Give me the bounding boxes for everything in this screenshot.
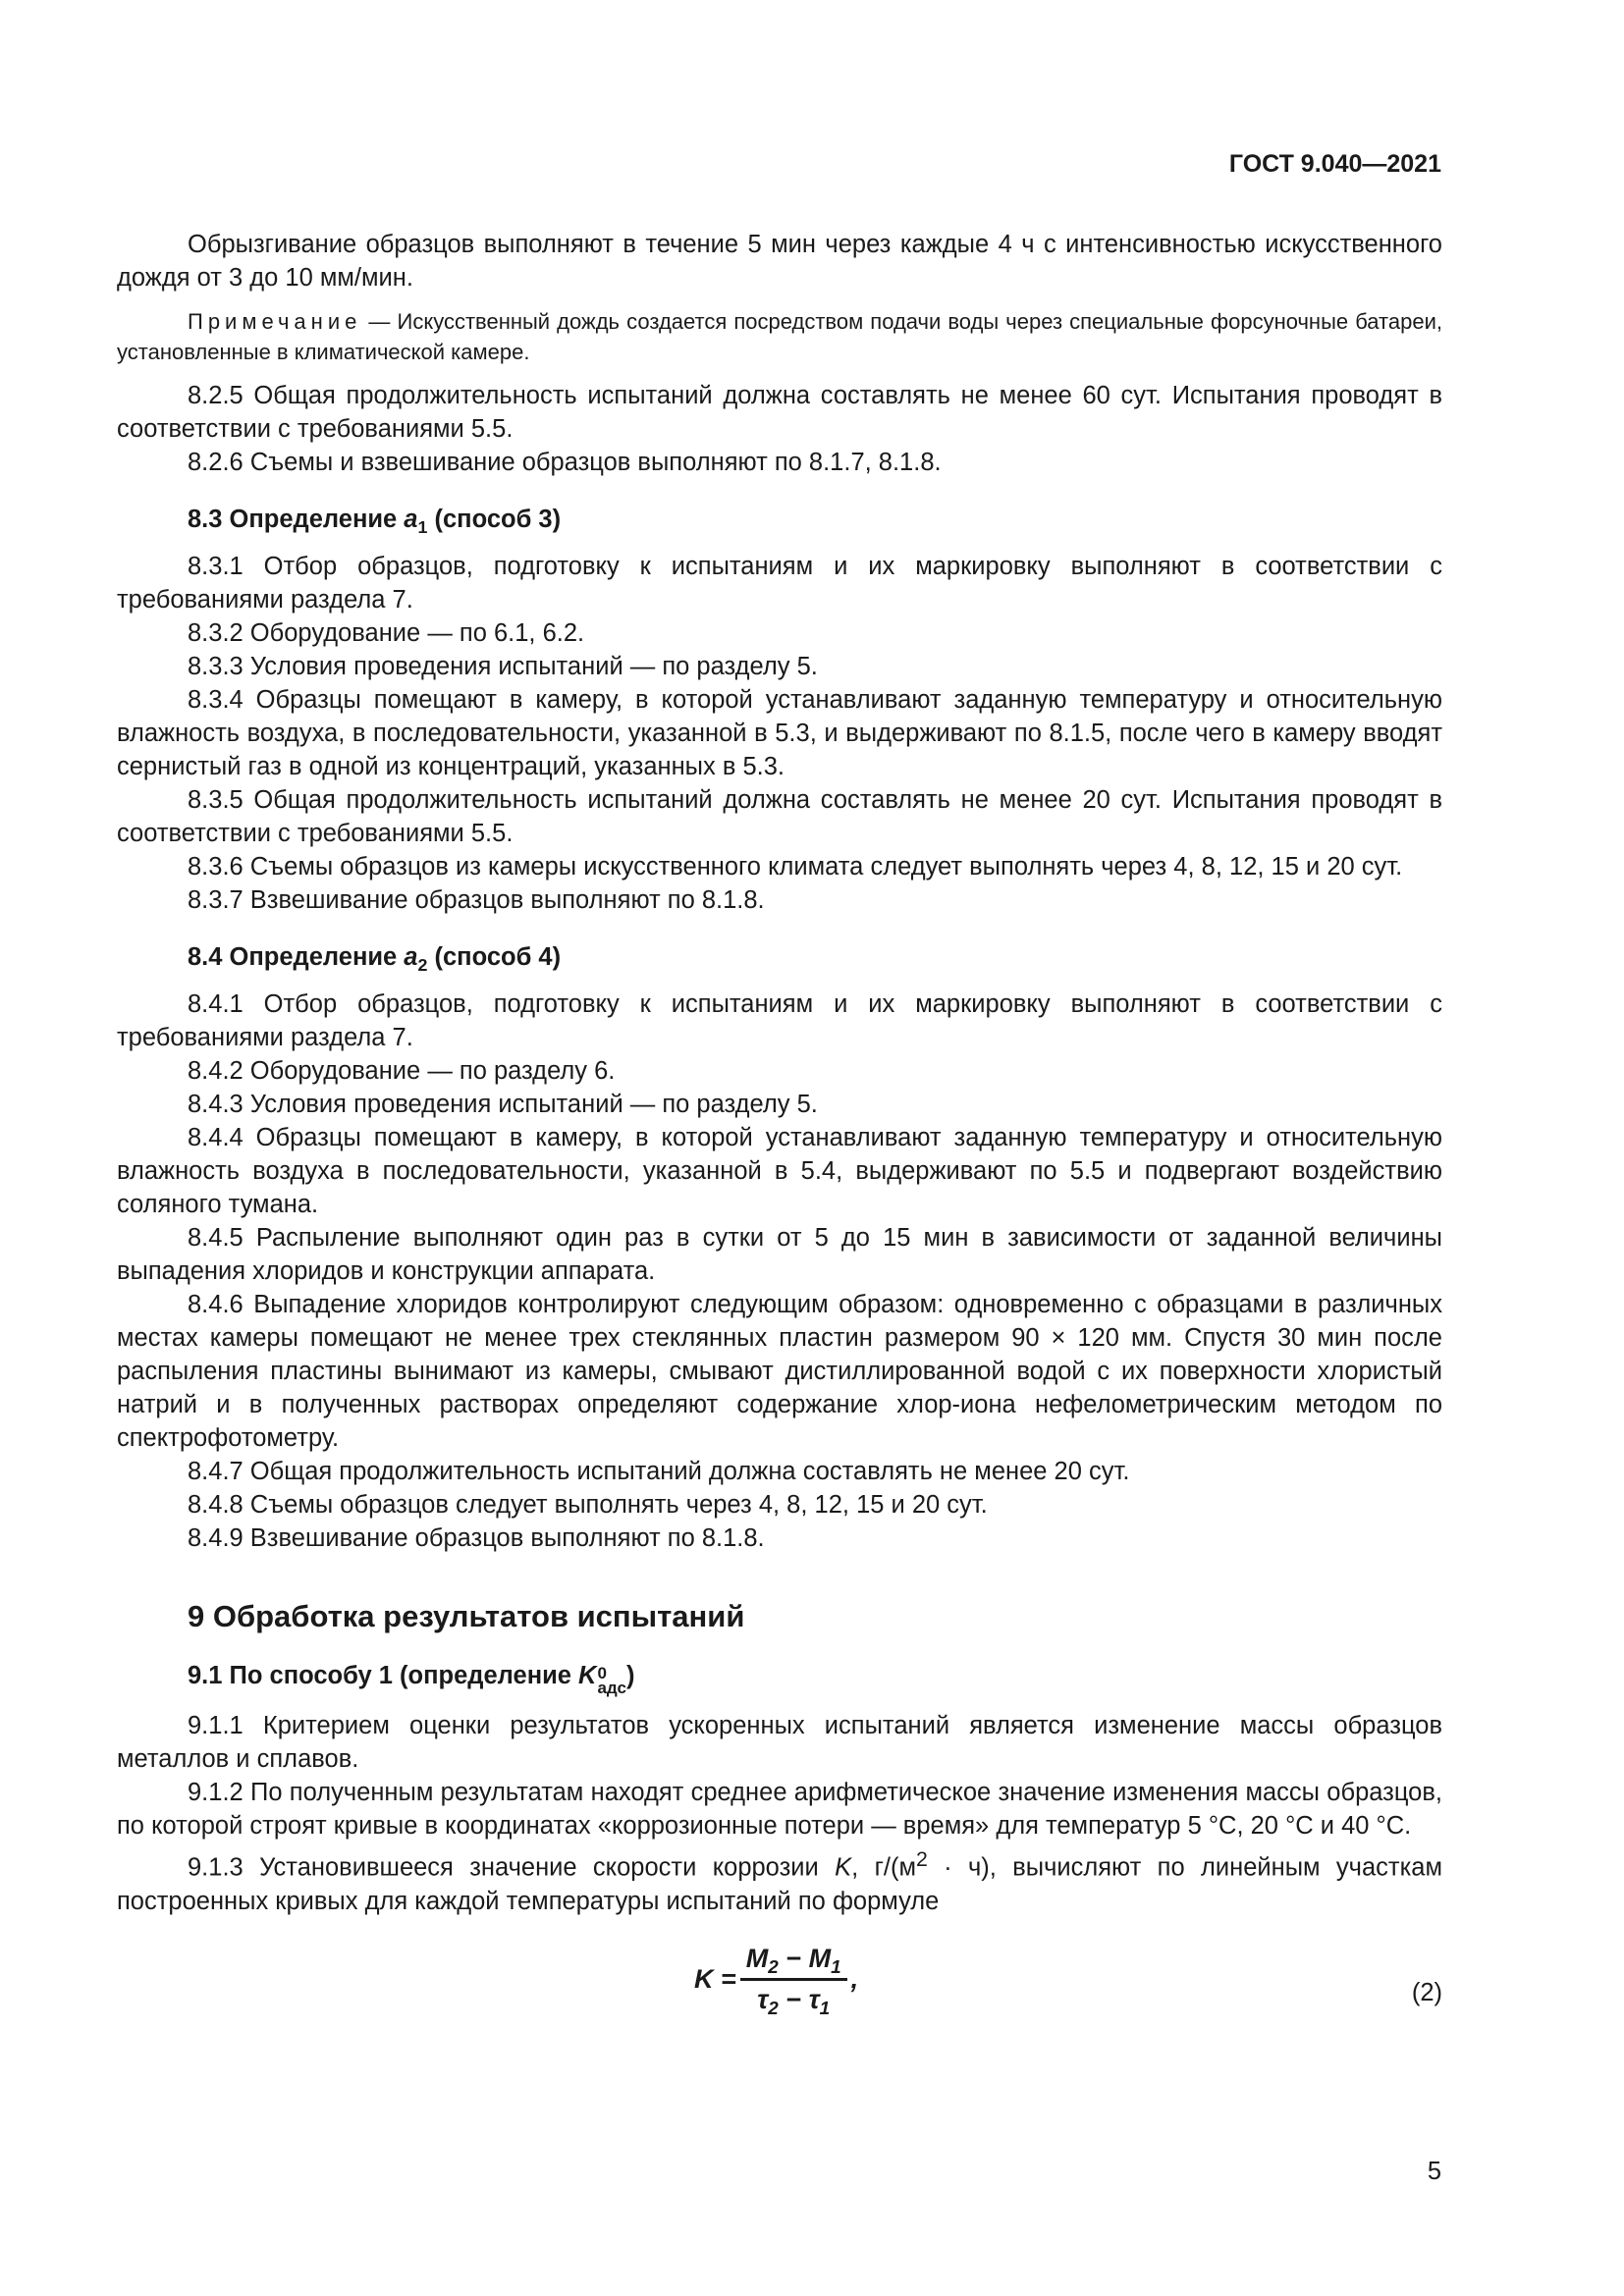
paragraph-9-1-2: 9.1.2 По полученным результатам находят среднее арифметическое значение изменения массы образцов, по которой строят кривые в координатах «коррозионные потери — время» для температур 5 °С, 20 °С и 40 °С. [117, 1779, 1442, 1840]
page-number: 5 [1427, 2158, 1441, 2185]
formula-lhs: K = [694, 1963, 736, 1994]
paragraph-spraying: Обрызгивание образцов выполняют в течение 5 мин через каждые 4 ч с интенсивностью искусственного дождя от 3 до 10 мм/мин. [117, 231, 1442, 292]
paragraph-8-4-1: 8.4.1 Отбор образцов, подготовку к испытаниям и их маркировку выполняют в соответствии с требованиями раздела 7. [117, 990, 1442, 1051]
paragraph-8-3-3: 8.3.3 Условия проведения испытаний — по разделу 5. [188, 653, 818, 680]
note-text: — Искусственный дождь создается посредством подачи воды через специальные форсуночные батареи, установленные в климатической камере. [117, 309, 1442, 364]
paragraph-8-4-5: 8.4.5 Распыление выполняют один раз в сутки от 5 до 15 мин в зависимости от заданной величины выпадения хлоридов и конструкции аппарата. [117, 1224, 1442, 1285]
paragraph-8-3-7: 8.3.7 Взвешивание образцов выполняют по 8.1.8. [188, 886, 765, 914]
paragraph-8-3-2: 8.3.2 Оборудование — по 6.1, 6.2. [188, 619, 585, 647]
paragraph-9-1-1: 9.1.1 Критерием оценки результатов ускоренных испытаний является изменение массы образцов металлов и сплавов. [117, 1712, 1442, 1773]
heading-9-1: 9.1 По способу 1 (определение K 0 адс ) [188, 1662, 635, 1697]
note-label: Примечание [188, 309, 362, 334]
paragraph-8-4-2: 8.4.2 Оборудование — по разделу 6. [188, 1057, 616, 1085]
heading-8-4: 8.4 Определение $a_2$ (способ 4) [188, 943, 562, 975]
formula-fraction [740, 1943, 847, 2019]
heading-section-9: 9 Обработка результатов испытаний [188, 1599, 745, 1633]
paragraph-8-4-8: 8.4.8 Съемы образцов следует выполнять через 4, 8, 12, 15 и 20 сут. [188, 1491, 988, 1519]
paragraph-8-4-7: 8.4.7 Общая продолжительность испытаний должна составлять не менее 20 сут. [188, 1458, 1130, 1485]
paragraph-8-2-6: 8.2.6 Съемы и взвешивание образцов выполняют по 8.1.7, 8.1.8. [188, 449, 942, 476]
note [117, 306, 1442, 367]
formula-numerator: $M_2 - M_1$ [740, 1944, 847, 1981]
document-id-header: ГОСТ 9.040—2021 [1228, 150, 1441, 178]
heading-8-3: 8.3 Определение $a_1$ (способ 3) [188, 506, 562, 537]
document-body [117, 228, 1442, 2052]
paragraph-8-2-5: 8.2.5 Общая продолжительность испытаний должна составлять не менее 60 сут. Испытания проводят в соответствии с требованиями 5.5. [117, 382, 1442, 443]
paragraph-9-1-3: 9.1.3 Установившееся значение скорости коррозии K, $г/(м^2 \cdot ч)$, вычисляют по линейным участкам построенных кривых для каждой температуры испытаний по формуле [117, 1847, 1442, 1915]
equation-number: (2) [1411, 1978, 1442, 2006]
paragraph-8-3-1: 8.3.1 Отбор образцов, подготовку к испытаниям и их маркировку выполняют в соответствии с требованиями раздела 7. [117, 553, 1442, 614]
formula-2 [117, 1944, 1442, 2052]
paragraph-8-3-5: 8.3.5 Общая продолжительность испытаний должна составлять не менее 20 сут. Испытания проводят в соответствии с требованиями 5.5. [117, 786, 1442, 847]
paragraph-8-3-4: 8.3.4 Образцы помещают в камеру, в которой устанавливают заданную температуру и относительную влажность воздуха, в последовательности, указанной в 5.3, и выдерживают по 8.1.5, после чего в камеру вводят сернистый газ в одной из концентраций, указанных в 5.3. [117, 686, 1442, 780]
paragraph-8-4-3: 8.4.3 Условия проведения испытаний — по разделу 5. [188, 1091, 818, 1118]
corrosion-rate-formula: K = $\frac{M_2 - M_1}{\tau_2 - \tau_1}$ , [694, 1943, 859, 2019]
paragraph-8-3-6: 8.3.6 Съемы образцов из камеры искусственного климата следует выполнять через 4, 8, 12, 15 и 20 сут. [188, 853, 1403, 881]
formula-denominator: $\tau_2 - \tau_1$ [757, 1984, 831, 2019]
paragraph-8-4-6: 8.4.6 Выпадение хлоридов контролируют следующим образом: одновременно с образцами в различных местах камеры помещают не менее трех стеклянных пластин размером 90 × 120 мм. Спустя 30 мин после распыления пластины вынимают из камеры, смывают дистиллированной водой с их поверхности хлористый натрий и в полученных растворах определяют содержание хлор-иона нефелометрическим методом по спектрофотометру. [117, 1291, 1442, 1452]
paragraph-8-4-9: 8.4.9 Взвешивание образцов выполняют по 8.1.8. [188, 1524, 765, 1552]
paragraph-8-4-4: 8.4.4 Образцы помещают в камеру, в которой устанавливают заданную температуру и относительную влажность воздуха в последовательности, указанной в 5.4, выдерживают по 5.5 и подвергают воздействию соляного тумана. [117, 1124, 1442, 1218]
